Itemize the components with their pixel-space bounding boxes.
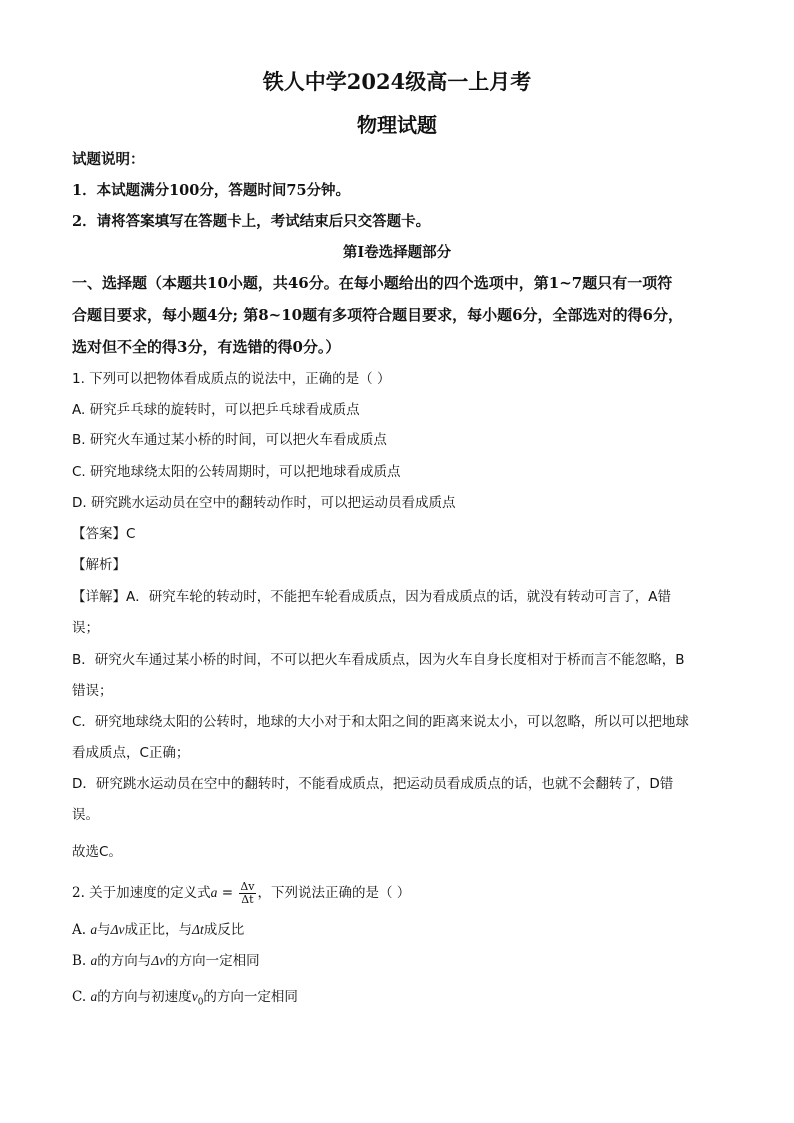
section-title: 第I卷选择题部分: [342, 244, 452, 261]
formula-eq: =: [217, 885, 238, 901]
option-text: 的方向与: [97, 953, 152, 969]
section-desc-line: 选对但不全的得3分，有选错的得0分。）: [72, 338, 341, 356]
exam-title: 铁人中学2024级高一上月考: [262, 69, 532, 94]
q1-option-d: D. 研究跳水运动员在空中的翻转动作时，可以把运动员看成质点: [72, 495, 456, 511]
q1-detail-line: B．研究火车通过某小桥的时间，不可以把火车看成质点，因为火车自身长度相对于桥而言不能忽略，B: [72, 652, 685, 668]
formula-fraction: [239, 881, 255, 906]
q2-stem-suffix: ，下列说法正确的是（ ）: [257, 885, 411, 901]
math-var: a: [90, 953, 98, 968]
math-var: a: [90, 989, 98, 1004]
instruction-item: 1．本试题满分100分，答题时间75分钟。: [72, 182, 351, 199]
q1-detail-line: 误；: [72, 620, 99, 636]
math-var: a: [90, 922, 98, 937]
section-desc-line: 合题目要求，每小题4分; 第8~10题有多项符合题目要求，每小题6分，全部选对的得6分，: [72, 306, 683, 324]
option-text: 的方向与初速度: [97, 989, 192, 1005]
option-label: C.: [72, 989, 91, 1005]
math-subscript: 0: [197, 997, 204, 1008]
q2-option-b: [72, 951, 260, 971]
q1-detail-line: 误。: [72, 807, 99, 823]
subject-title: 物理试题: [357, 113, 437, 137]
formula-denominator: Δt: [241, 893, 254, 906]
q1-conclusion: 故选C。: [72, 844, 122, 860]
q1-detail-line: C．研究地球绕太阳的公转时，地球的大小对于和太阳之间的距离来说太小，可以忽略，所以可以把地球: [72, 714, 689, 730]
option-text: 的方向一定相同: [203, 989, 298, 1005]
option-label: B.: [72, 953, 91, 969]
q2-stem: [72, 880, 410, 906]
q1-answer: 【答案】C: [72, 526, 136, 542]
q1-detail-line: 错误；: [72, 683, 113, 699]
section-desc-line: 一、选择题（本题共10小题，共46分。在每小题给出的四个选项中，第1~7题只有一项符: [72, 274, 673, 292]
option-text: 的方向一定相同: [165, 953, 260, 969]
option-text: 成正比，与: [124, 922, 193, 938]
q2-option-c: [72, 987, 298, 1013]
math-var: Δv: [110, 922, 125, 937]
option-text: 成反比: [203, 922, 245, 938]
q1-stem: 1. 下列可以把物体看成质点的说法中，正确的是（ ）: [72, 371, 391, 387]
q1-detail-line: 【详解】A．研究车轮的转动时，不能把车轮看成质点，因为看成质点的话，就没有转动可言了，A错: [72, 589, 671, 605]
option-label: A.: [72, 922, 91, 938]
q1-option-b: B. 研究火车通过某小桥的时间，可以把火车看成质点: [72, 432, 387, 448]
q2-stem-prefix: 2. 关于加速度的定义式: [72, 885, 211, 901]
formula-numerator: Δv: [240, 880, 255, 893]
formula-lhs: a: [210, 885, 218, 900]
q2-option-a: [72, 920, 244, 940]
instructions-heading: 试题说明：: [72, 151, 145, 168]
q1-detail-line: 看成质点，C正确；: [72, 745, 190, 761]
instruction-item: 2．请将答案填写在答题卡上，考试结束后只交答题卡。: [72, 213, 431, 230]
math-var: Δt: [192, 922, 204, 937]
q1-option-c: C. 研究地球绕太阳的公转周期时，可以把地球看成质点: [72, 464, 401, 480]
math-var: v: [191, 989, 198, 1004]
q1-detail-line: D．研究跳水运动员在空中的翻转时，不能看成质点，把运动员看成质点的话，也就不会翻转了，D错: [72, 776, 674, 792]
q1-option-a: A. 研究乒乓球的旋转时，可以把乒乓球看成质点: [72, 402, 360, 418]
math-var: Δv: [151, 953, 166, 968]
option-text: 与: [97, 922, 111, 938]
q1-analysis-label: 【解析】: [72, 557, 126, 573]
